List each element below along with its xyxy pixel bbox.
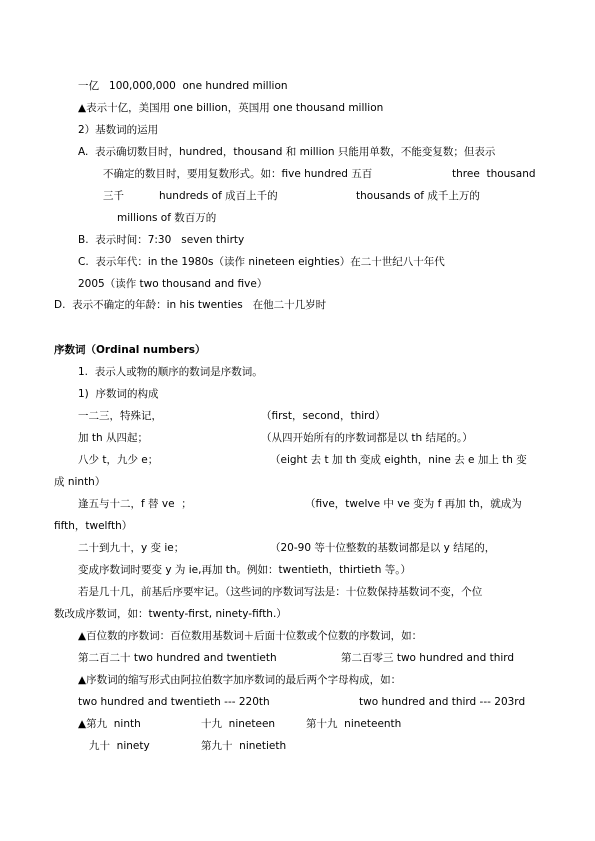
text-line: 成 ninth） (54, 476, 106, 488)
text-line: 十九 nineteen (201, 718, 276, 730)
text-line: A. 表示确切数目时，hundred，thousand 和 million 只能用单数，不能变复数；但表示 (78, 146, 496, 158)
text-line: thousands of 成千上万的 (356, 190, 480, 202)
section-heading: 序数词（Ordinal numbers） (54, 344, 206, 356)
text-line: two hundred and third --- 203rd (359, 696, 526, 708)
text-line: C. 表示年代：in the 1980s（读作 nineteen eighties）在二十世纪八十年代 (78, 256, 445, 268)
text-line: 若是几十几，前基后序要牢记。（这些词的序数词写法是：十位数保持基数词不变，个位 (78, 586, 483, 598)
text-line: 不确定的数目时，要用复数形式。如：five hundred 五百 (103, 168, 373, 180)
text-line: （eight 去 t 加 th 变成 eighth，nine 去 e 加上 th 变 (270, 454, 527, 466)
text-line: 数改成序数词，如：twenty-first, ninety-fifth.） (54, 608, 287, 620)
text-line: B. 表示时间：7:30 seven thirty (78, 234, 245, 246)
text-line: 二十到九十，y 变 ie； (78, 542, 185, 554)
text-line: 第二百二十 two hundred and twentieth (78, 652, 277, 664)
text-line: 一亿 100,000,000 one hundred million (78, 80, 288, 92)
text-line: ▲百位数的序数词：百位数用基数词＋后面十位数或个位数的序数词，如： (78, 630, 423, 642)
text-line: （20-90 等十位整数的基数词都是以 y 结尾的， (270, 542, 496, 554)
text-line: two hundred and twentieth --- 220th (78, 696, 270, 708)
text-line: （five，twelve 中 ve 变为 f 再加 th，就成为 (305, 498, 522, 510)
text-line: 2005（读作 two thousand and five） (78, 278, 268, 290)
text-line: fifth，twelfth） (54, 520, 133, 532)
text-line: hundreds of 成百上千的 (159, 190, 278, 202)
text-line: （从四开始所有的序数词都是以 th 结尾的。） (261, 432, 473, 444)
text-line: 一二三，特殊记， (78, 410, 162, 422)
text-line: 2）基数词的运用 (78, 124, 159, 136)
text-line: 加 th 从四起； (78, 432, 148, 444)
text-line: ▲序数词的缩写形式由阿拉伯数字加序数词的最后两个字母构成，如： (78, 674, 402, 686)
text-line: 1) 序数词的构成 (78, 388, 159, 400)
text-line: 逢五与十二，f 替 ve ； (78, 498, 192, 510)
text-line: 1. 表示人或物的顺序的数词是序数词。 (78, 366, 263, 378)
text-line: ▲表示十亿，美国用 one billion，英国用 one thousand million (78, 102, 384, 114)
text-line: 第九十 ninetieth (201, 740, 287, 752)
text-line: ▲第九 ninth (78, 718, 141, 730)
text-line: 第二百零三 two hundred and third (341, 652, 515, 664)
text-line: D. 表示不确定的年龄：in his twenties 在他二十几岁时 (54, 299, 327, 311)
text-line: 变成序数词时要变 y 为 ie,再加 th。例如：twentieth，thirtieth 等。） (78, 564, 411, 576)
text-line: 八少 t，九少 e； (78, 454, 159, 466)
text-line: 第十九 nineteenth (306, 718, 402, 730)
text-line: millions of 数百万的 (117, 212, 217, 224)
text-line: 九十 ninety (89, 740, 150, 752)
text-line: 三千 (103, 190, 124, 202)
text-line: three thousand (452, 168, 536, 180)
text-line: （first，second，third） (261, 410, 386, 422)
